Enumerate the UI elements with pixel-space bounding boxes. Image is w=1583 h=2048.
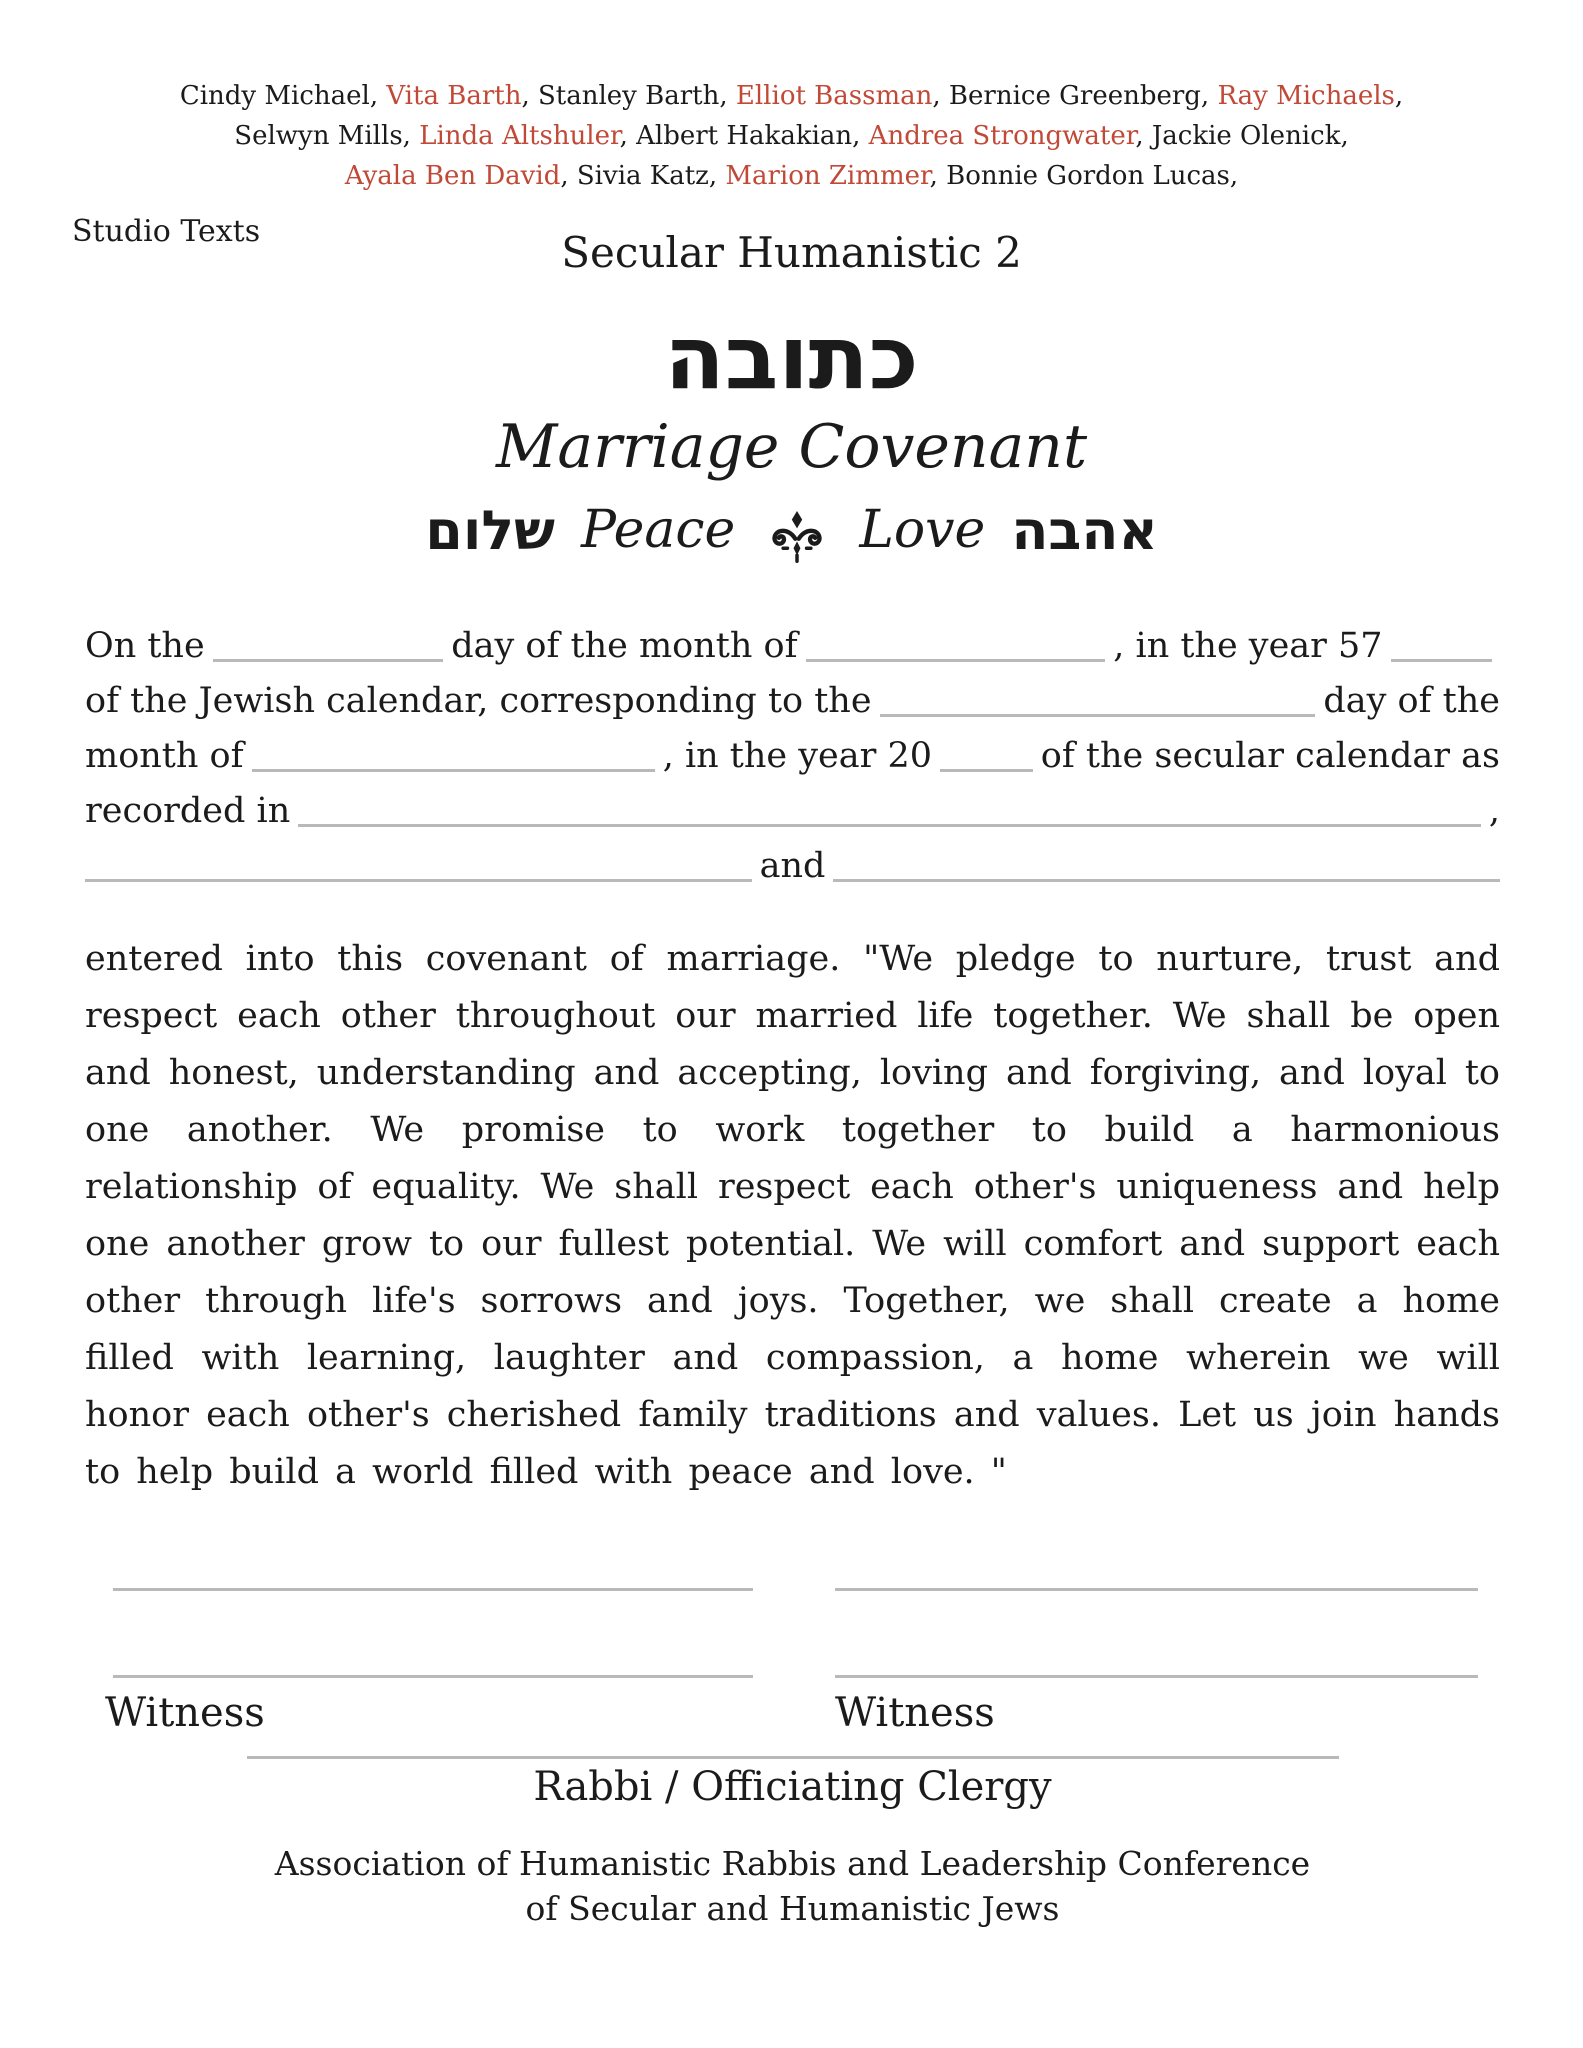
- partner-two-name-blank-line: [833, 879, 1500, 882]
- peace-love-line: [0, 488, 1583, 572]
- form-line: [85, 671, 1500, 726]
- contributor-names-line: [0, 156, 1583, 196]
- studio-label: Studio Texts: [72, 214, 261, 249]
- peace-text: Peace: [580, 500, 736, 560]
- signature-blank-line: [113, 1588, 753, 1591]
- form-line: [85, 781, 1500, 836]
- contributor-name-highlighted: Marion Zimmer: [725, 161, 930, 191]
- fleuron-ornament-icon: [771, 510, 823, 564]
- contributor-name-highlighted: Ayala Ben David: [344, 161, 561, 191]
- contributor-name-highlighted: Vita Barth: [386, 81, 522, 111]
- hebrew-year-blank-line: [1391, 659, 1492, 662]
- witness-signature-blank-line: [835, 1675, 1478, 1678]
- clergy-label: Rabbi / Officiating Clergy: [533, 1764, 1052, 1810]
- form-line: [85, 616, 1500, 671]
- form-line: [85, 726, 1500, 781]
- covenant-paragraph: entered into this covenant of marriage. "We pledge to nurture, trust and respect each other throughout our married life together. We shall be open and honest, understanding and accepting, loving and forgiving, and loyal to one another. We promise to work together to build a harmonious relationship of equality. We shall respect each other's uniqueness and help one another grow to our fullest potential. We will comfort and support each other through life's sorrows and joys. Together, we shall create a home filled with learning, laughter and compassion, a home wherein we will honor each other's cherished family traditions and values. Let us join hands to help build a world filled with peace and love. ": [85, 939, 1500, 1492]
- form-line: [85, 836, 1500, 891]
- contributor-name: ,: [1394, 81, 1404, 111]
- contributor-name: , Bernice Greenberg,: [932, 81, 1218, 111]
- contributor-name-highlighted: Andrea Strongwater: [868, 121, 1136, 151]
- love-text: Love: [859, 500, 986, 560]
- witness-signature-blank-line: [113, 1675, 753, 1678]
- contributor-name-highlighted: Ray Michaels: [1217, 81, 1395, 111]
- contributor-names-line: [0, 116, 1583, 156]
- witness-labels-row: [85, 1684, 1500, 1742]
- witness-signature-row: [85, 1675, 1500, 1678]
- form-text: day of the month of: [451, 626, 798, 666]
- contributor-name: , Jackie Olenick,: [1135, 121, 1349, 151]
- witness-label: Witness: [835, 1690, 995, 1736]
- contributor-names-line: [0, 76, 1583, 116]
- association-footer-line-1: Association of Humanistic Rabbis and Leadership Conference: [274, 1844, 1311, 1883]
- form-text: On the: [85, 626, 205, 666]
- contributor-name-highlighted: Linda Altshuler: [419, 121, 620, 151]
- hebrew-ahava-text: אהבה: [1011, 498, 1158, 562]
- form-text: ,: [1488, 791, 1500, 831]
- partner-one-name-blank-line: [85, 879, 752, 882]
- form-text: , in the year 20: [662, 736, 932, 776]
- hebrew-month-blank-line: [806, 659, 1106, 662]
- contributor-name: , Stanley Barth,: [521, 81, 736, 111]
- association-footer-line-2: of Secular and Humanistic Jews: [525, 1889, 1060, 1928]
- contributor-name: Cindy Michael,: [179, 81, 387, 111]
- secular-day-blank-line: [880, 714, 1316, 717]
- date-fill-in-section: [85, 616, 1500, 891]
- hebrew-shalom-text: שלום: [425, 498, 555, 562]
- main-title: Marriage Covenant: [495, 412, 1088, 482]
- contributor-name-highlighted: Elliot Bassman: [735, 81, 933, 111]
- form-text: , in the year 57: [1113, 626, 1383, 666]
- contributor-names: [0, 0, 1583, 196]
- couple-signature-row: [85, 1588, 1500, 1591]
- witness-label: Witness: [105, 1690, 265, 1736]
- document-subtitle: Secular Humanistic 2: [561, 228, 1022, 277]
- form-text: day of the: [1323, 681, 1500, 721]
- form-text: recorded in: [85, 791, 291, 831]
- clergy-signature-blank-line: [247, 1756, 1339, 1759]
- form-text: and: [759, 846, 826, 886]
- day-blank-line: [213, 659, 444, 662]
- hebrew-title-ketubah: כתובה: [664, 306, 919, 409]
- contributor-name: , Bonnie Gordon Lucas,: [929, 161, 1239, 191]
- contributor-name: , Albert Hakakian,: [619, 121, 869, 151]
- secular-month-blank-line: [252, 769, 655, 772]
- contributor-name: , Sivia Katz,: [560, 161, 726, 191]
- signature-blank-line: [835, 1588, 1478, 1591]
- form-text: of the secular calendar as: [1040, 736, 1500, 776]
- location-blank-line: [298, 824, 1481, 827]
- form-text: of the Jewish calendar, corresponding to the: [85, 681, 872, 721]
- secular-year-blank-line: [940, 769, 1033, 772]
- brand-row: [0, 214, 1583, 286]
- form-text: month of: [85, 736, 244, 776]
- contributor-name: Selwyn Mills,: [234, 121, 420, 151]
